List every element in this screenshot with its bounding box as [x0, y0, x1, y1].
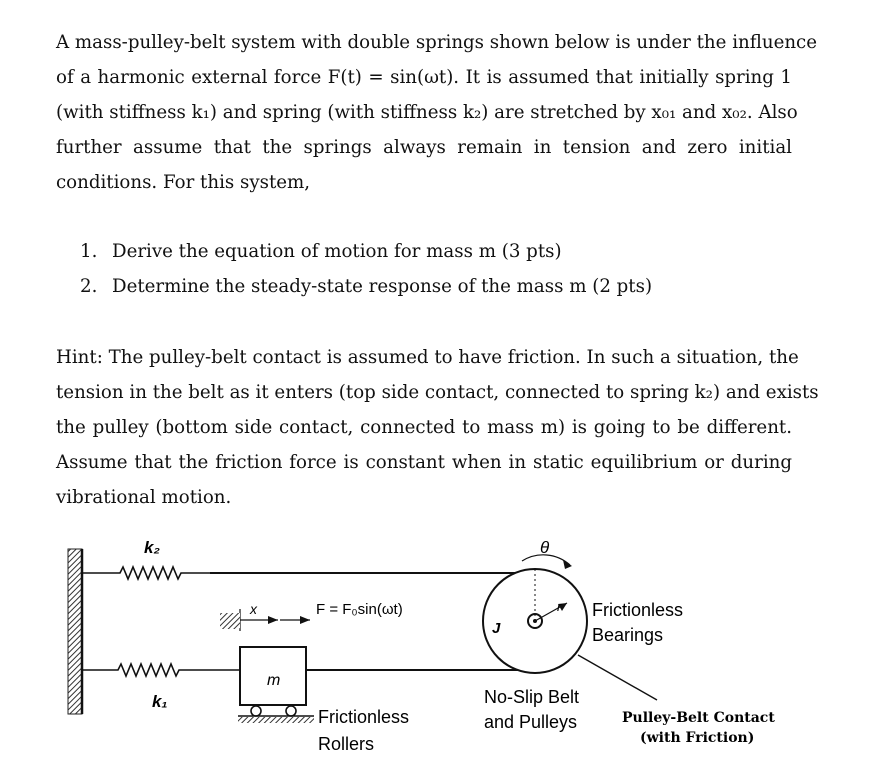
hint-line: the pulley (bottom side contact, connected to mass m) is going to be different.: [56, 417, 792, 438]
spring-k1: [82, 664, 240, 676]
problem-line: (with stiffness k₁) and spring (with stiffness k₂) are stretched by x₀₁ and x₀₂. Also: [56, 102, 798, 123]
contact-label: Pulley-Belt Contact (with Friction): [622, 710, 775, 746]
hint-line: tension in the belt as it enters (top side contact, connected to spring k₂) and exists: [56, 382, 819, 403]
x-label: x: [250, 601, 257, 617]
spring-k2: [82, 567, 210, 579]
ground: [238, 717, 314, 723]
fixed-wall: [68, 549, 82, 714]
task-text: Derive the equation of motion for mass m (3 pts): [112, 241, 562, 262]
task-number: 2.: [80, 276, 98, 297]
mass-pulley-diagram: [60, 525, 800, 775]
theta-label: θ: [540, 538, 550, 557]
problem-line: of a harmonic external force F(t) = sin(ωt). It is assumed that initially spring 1: [56, 67, 792, 88]
bearings-label: Frictionless Bearings: [592, 600, 684, 645]
k1-label: k₁: [152, 692, 168, 711]
belt-pulleys-label: No-Slip Belt and Pulleys: [484, 687, 580, 732]
problem-line: conditions. For this system,: [56, 172, 311, 193]
k2-label: k₂: [144, 538, 160, 557]
roller-right: [286, 706, 296, 716]
roller-left: [251, 706, 261, 716]
force-label: F = F₀sin(ωt): [316, 601, 403, 618]
inertia-label: J: [492, 620, 501, 637]
hint-line: Assume that the friction force is constant when in static equilibrium or during: [56, 452, 792, 473]
mass-label: m: [267, 672, 281, 689]
radius-label: r: [557, 599, 562, 614]
hint-line: vibrational motion.: [56, 487, 232, 508]
task-list: [80, 234, 652, 304]
problem-line: A mass-pulley-belt system with double springs shown below is under the influence: [56, 32, 817, 53]
task-text: Determine the steady-state response of the mass m (2 pts): [112, 276, 653, 297]
task-number: 1.: [80, 241, 98, 262]
hint-line: Hint: The pulley-belt contact is assumed to have friction. In such a situation, the: [56, 347, 799, 368]
contact-pointer: [578, 655, 657, 700]
task-item: [80, 234, 652, 269]
problem-line: further assume that the springs always remain in tension and zero initial: [56, 137, 792, 158]
problem-statement: [56, 25, 817, 200]
task-item: [80, 269, 652, 304]
hint-paragraph: [56, 340, 819, 515]
rollers-label: Frictionless Rollers: [318, 707, 410, 754]
